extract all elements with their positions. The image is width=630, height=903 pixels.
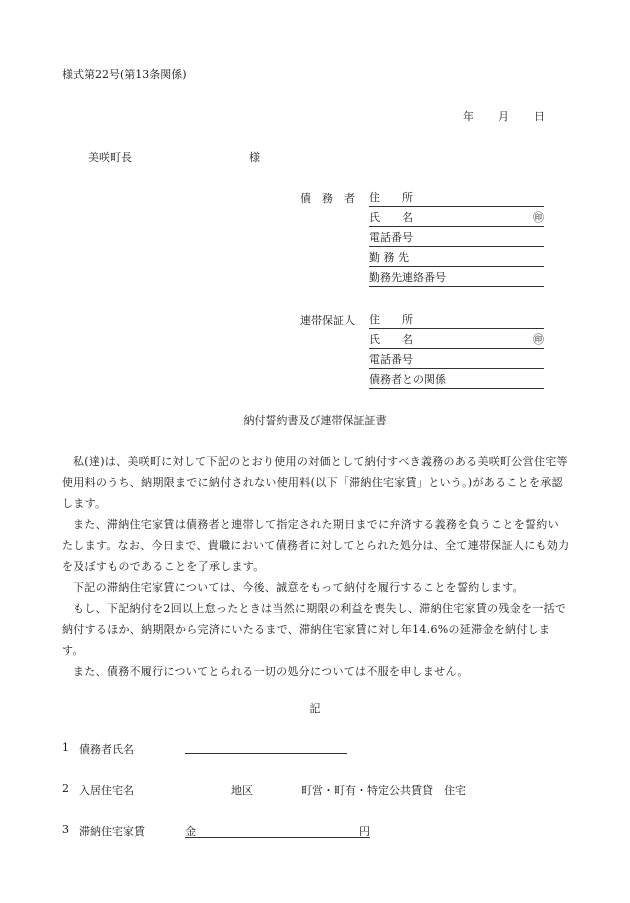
date-month: 月	[498, 110, 509, 123]
field-label: 電話番号	[369, 231, 413, 244]
field-label: 債務者との関係	[369, 373, 446, 386]
field-label: 住 所	[369, 191, 413, 204]
debtor-workplace-row[interactable]	[369, 247, 544, 267]
addressee-honorific: 様	[249, 151, 260, 164]
item2-district: 地区	[231, 784, 253, 797]
amount-prefix: 金	[185, 825, 196, 838]
debtor-phone-row[interactable]	[369, 227, 544, 247]
paragraph-2: また、滞納住宅家賃は債務者と連帯して指定された期日までに弁済する義務を負うことを誓約いたします。なお、今日まで、貴職において債務者に対してとられた処分は、全て連帯保証人にも効力を及ぼすものであることを了承します。	[62, 518, 570, 573]
paragraph-5: また、債務不履行についてとられる一切の処分については不服を申しません。	[73, 665, 469, 678]
debtor-address-row[interactable]	[369, 187, 544, 207]
item1-label: 債務者氏名	[79, 743, 134, 756]
form-number: 様式第22号(第13条関係)	[62, 68, 187, 81]
item2-label: 入居住宅名	[79, 784, 134, 797]
field-label: 住 所	[369, 313, 413, 326]
seal-mark-icon: ㊞	[533, 211, 544, 224]
seal-mark-icon: ㊞	[533, 333, 544, 346]
paragraph-4: もし、下記納付を2回以上怠ったときは当然に期限の利益を喪失し、滞納住宅家賃の残金を一括で納付するほか、納期限から完済にいたるまで、滞納住宅家賃に対し年14.6%の延滞金を納付します。	[62, 602, 567, 657]
item1-number: 1	[62, 741, 69, 754]
item3-label: 滞納住宅家賃	[79, 825, 145, 838]
amount-blank[interactable]	[185, 821, 370, 838]
field-label: 氏 名	[369, 211, 413, 224]
guarantor-heading: 連帯保証人	[300, 314, 355, 327]
item2-number: 2	[62, 782, 69, 795]
guarantor-phone-row[interactable]	[369, 349, 544, 369]
field-label: 勤務先連絡番号	[369, 271, 446, 284]
guarantor-relation-row[interactable]	[369, 369, 544, 389]
document-title: 納付誓約書及び連帯保証証書	[243, 414, 387, 427]
debtor-name-blank[interactable]	[185, 741, 347, 754]
item3-number: 3	[62, 823, 69, 836]
debtor-heading: 債 務 者	[300, 192, 355, 205]
amount-suffix: 円	[359, 825, 370, 838]
date-year: 年	[463, 110, 474, 123]
item2-housing-type: 町営・町有・特定公共賃貸 住宅	[301, 784, 466, 797]
paragraph-3: 下記の滞納住宅家賃については、今後、誠意をもって納付を履行することを誓約します。	[73, 581, 524, 594]
debtor-name-row[interactable]	[369, 207, 544, 227]
field-label: 勤 務 先	[369, 251, 409, 264]
debtor-workplace-phone-row[interactable]	[369, 267, 544, 287]
guarantor-address-row[interactable]	[369, 309, 544, 329]
ki-heading: 記	[309, 702, 321, 715]
date-day: 日	[534, 110, 545, 123]
field-label: 電話番号	[369, 353, 413, 366]
field-label: 氏 名	[369, 333, 413, 346]
addressee-name: 美咲町長	[88, 151, 132, 164]
paragraph-1: 私(達)は、美咲町に対して下記のとおり使用の対価として納付すべき義務のある美咲町公営住宅等使用料のうち、納期限までに納付されない使用料(以下「滞納住宅家賃」という。)があることを承認します。	[62, 455, 568, 510]
guarantor-name-row[interactable]	[369, 329, 544, 349]
